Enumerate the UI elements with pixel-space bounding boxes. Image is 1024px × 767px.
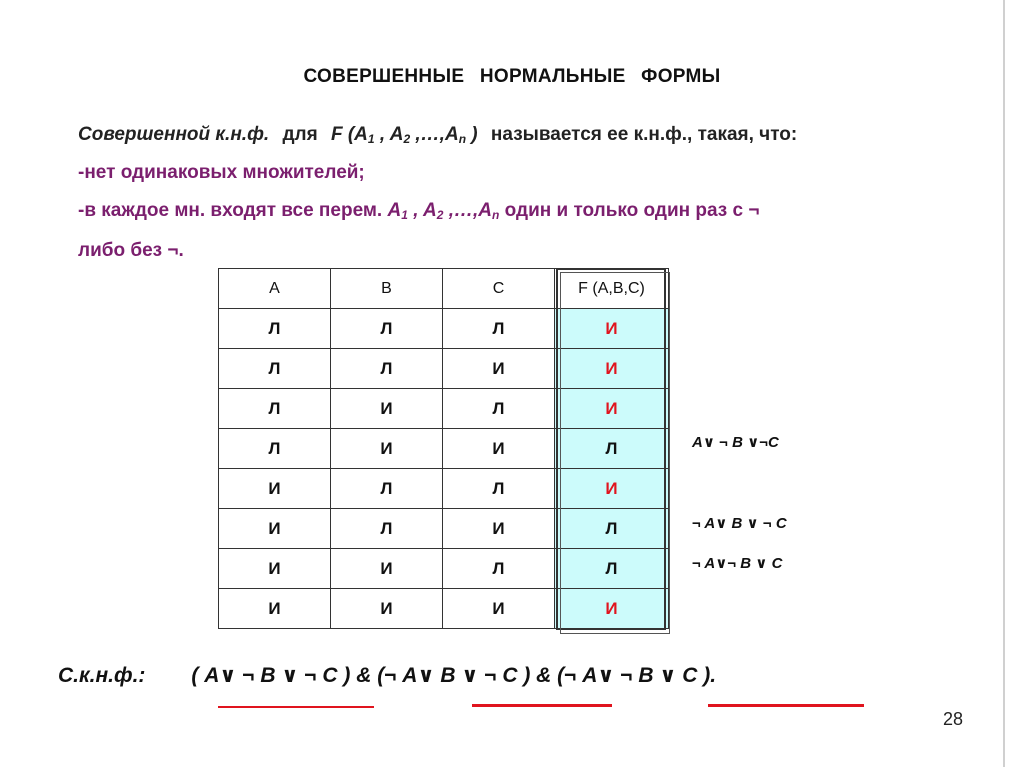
page-number: 28 bbox=[943, 709, 964, 729]
table-cell: И bbox=[331, 549, 443, 589]
table-cell: И bbox=[331, 589, 443, 629]
slide-right-border bbox=[1003, 0, 1005, 767]
clause-3-underline bbox=[708, 704, 864, 707]
table-cell: Л bbox=[331, 309, 443, 349]
function-signature: F ($A_1$ , $A_2$ $,\dots,A_n$ ) bbox=[330, 124, 478, 146]
table-row bbox=[219, 589, 669, 629]
definition-line-2: -нет одинаковых множителей; bbox=[78, 162, 365, 183]
clause-row-4: A∨ ¬ B ∨¬C bbox=[692, 434, 779, 451]
table-cell: Л bbox=[219, 389, 331, 429]
definition-line-3 bbox=[78, 200, 759, 222]
table-cell: И bbox=[443, 589, 555, 629]
table-cell: Л bbox=[219, 349, 331, 389]
definition-term: Совершенной к.н.ф. bbox=[78, 124, 270, 145]
formula-label: С.к.н.ф.: bbox=[58, 664, 146, 687]
clause-2-underline bbox=[472, 704, 612, 707]
table-row bbox=[219, 509, 669, 549]
table-cell: И bbox=[443, 349, 555, 389]
definition-rest: называется ее к.н.ф., такая, что: bbox=[490, 124, 798, 145]
f-value-cell: И bbox=[555, 309, 669, 349]
table-header-cell: A bbox=[219, 269, 331, 309]
f-value-cell: И bbox=[555, 349, 669, 389]
slide-title: СОВЕРШЕННЫЕ НОРМАЛЬНЫЕ ФОРМЫ bbox=[303, 66, 721, 87]
f-value-cell: И bbox=[555, 389, 669, 429]
table-row bbox=[219, 349, 669, 389]
definition-line-1 bbox=[78, 124, 797, 146]
clause-row-7: ¬ A∨¬ B ∨ C bbox=[692, 555, 783, 572]
table-row bbox=[219, 429, 669, 469]
f-value-cell: И bbox=[555, 469, 669, 509]
table-cell: Л bbox=[331, 349, 443, 389]
formula-text: ( A∨ ¬ B ∨ ¬ C ) & (¬ A∨ B ∨ ¬ C ) & (¬ A∨ ¬ B ∨ C ). bbox=[191, 664, 717, 687]
truth-table bbox=[218, 268, 669, 629]
table-cell: И bbox=[219, 469, 331, 509]
table-cell: И bbox=[443, 509, 555, 549]
table-cell: И bbox=[219, 549, 331, 589]
table-cell: Л bbox=[443, 389, 555, 429]
clause-1-underline bbox=[218, 706, 374, 708]
sknf-formula bbox=[58, 663, 716, 688]
table-cell: Л bbox=[443, 549, 555, 589]
f-value-cell: Л bbox=[555, 549, 669, 589]
variables-list: $A_1$ , $A_2$ $,\dots,A_n$ bbox=[387, 200, 500, 222]
table-cell: И bbox=[331, 389, 443, 429]
table-cell: Л bbox=[443, 469, 555, 509]
table-cell: И bbox=[219, 509, 331, 549]
table-cell: Л bbox=[219, 429, 331, 469]
f-value-cell: Л bbox=[555, 429, 669, 469]
table-header-cell: C bbox=[443, 269, 555, 309]
table-row bbox=[219, 309, 669, 349]
table-cell: И bbox=[219, 589, 331, 629]
definition-for: для bbox=[282, 124, 318, 145]
f-value-cell: Л bbox=[555, 509, 669, 549]
line3-prefix: -в каждое мн. входят все перем. bbox=[78, 200, 383, 221]
table-cell: Л bbox=[331, 469, 443, 509]
line3-suffix: один и только один раз с ¬ bbox=[504, 200, 760, 221]
f-value-cell: И bbox=[555, 589, 669, 629]
table-row bbox=[219, 389, 669, 429]
table-cell: Л bbox=[331, 509, 443, 549]
table-cell: И bbox=[443, 429, 555, 469]
table-cell: Л bbox=[219, 309, 331, 349]
table-row bbox=[219, 469, 669, 509]
definition-line-4: либо без ¬. bbox=[78, 240, 184, 261]
table-row bbox=[219, 549, 669, 589]
table-header-cell: F (A,B,C) bbox=[555, 269, 669, 309]
table-cell: И bbox=[331, 429, 443, 469]
clause-row-6: ¬ A∨ B ∨ ¬ C bbox=[692, 515, 787, 532]
table-header-cell: B bbox=[331, 269, 443, 309]
table-header-row bbox=[219, 269, 669, 309]
table-cell: Л bbox=[443, 309, 555, 349]
